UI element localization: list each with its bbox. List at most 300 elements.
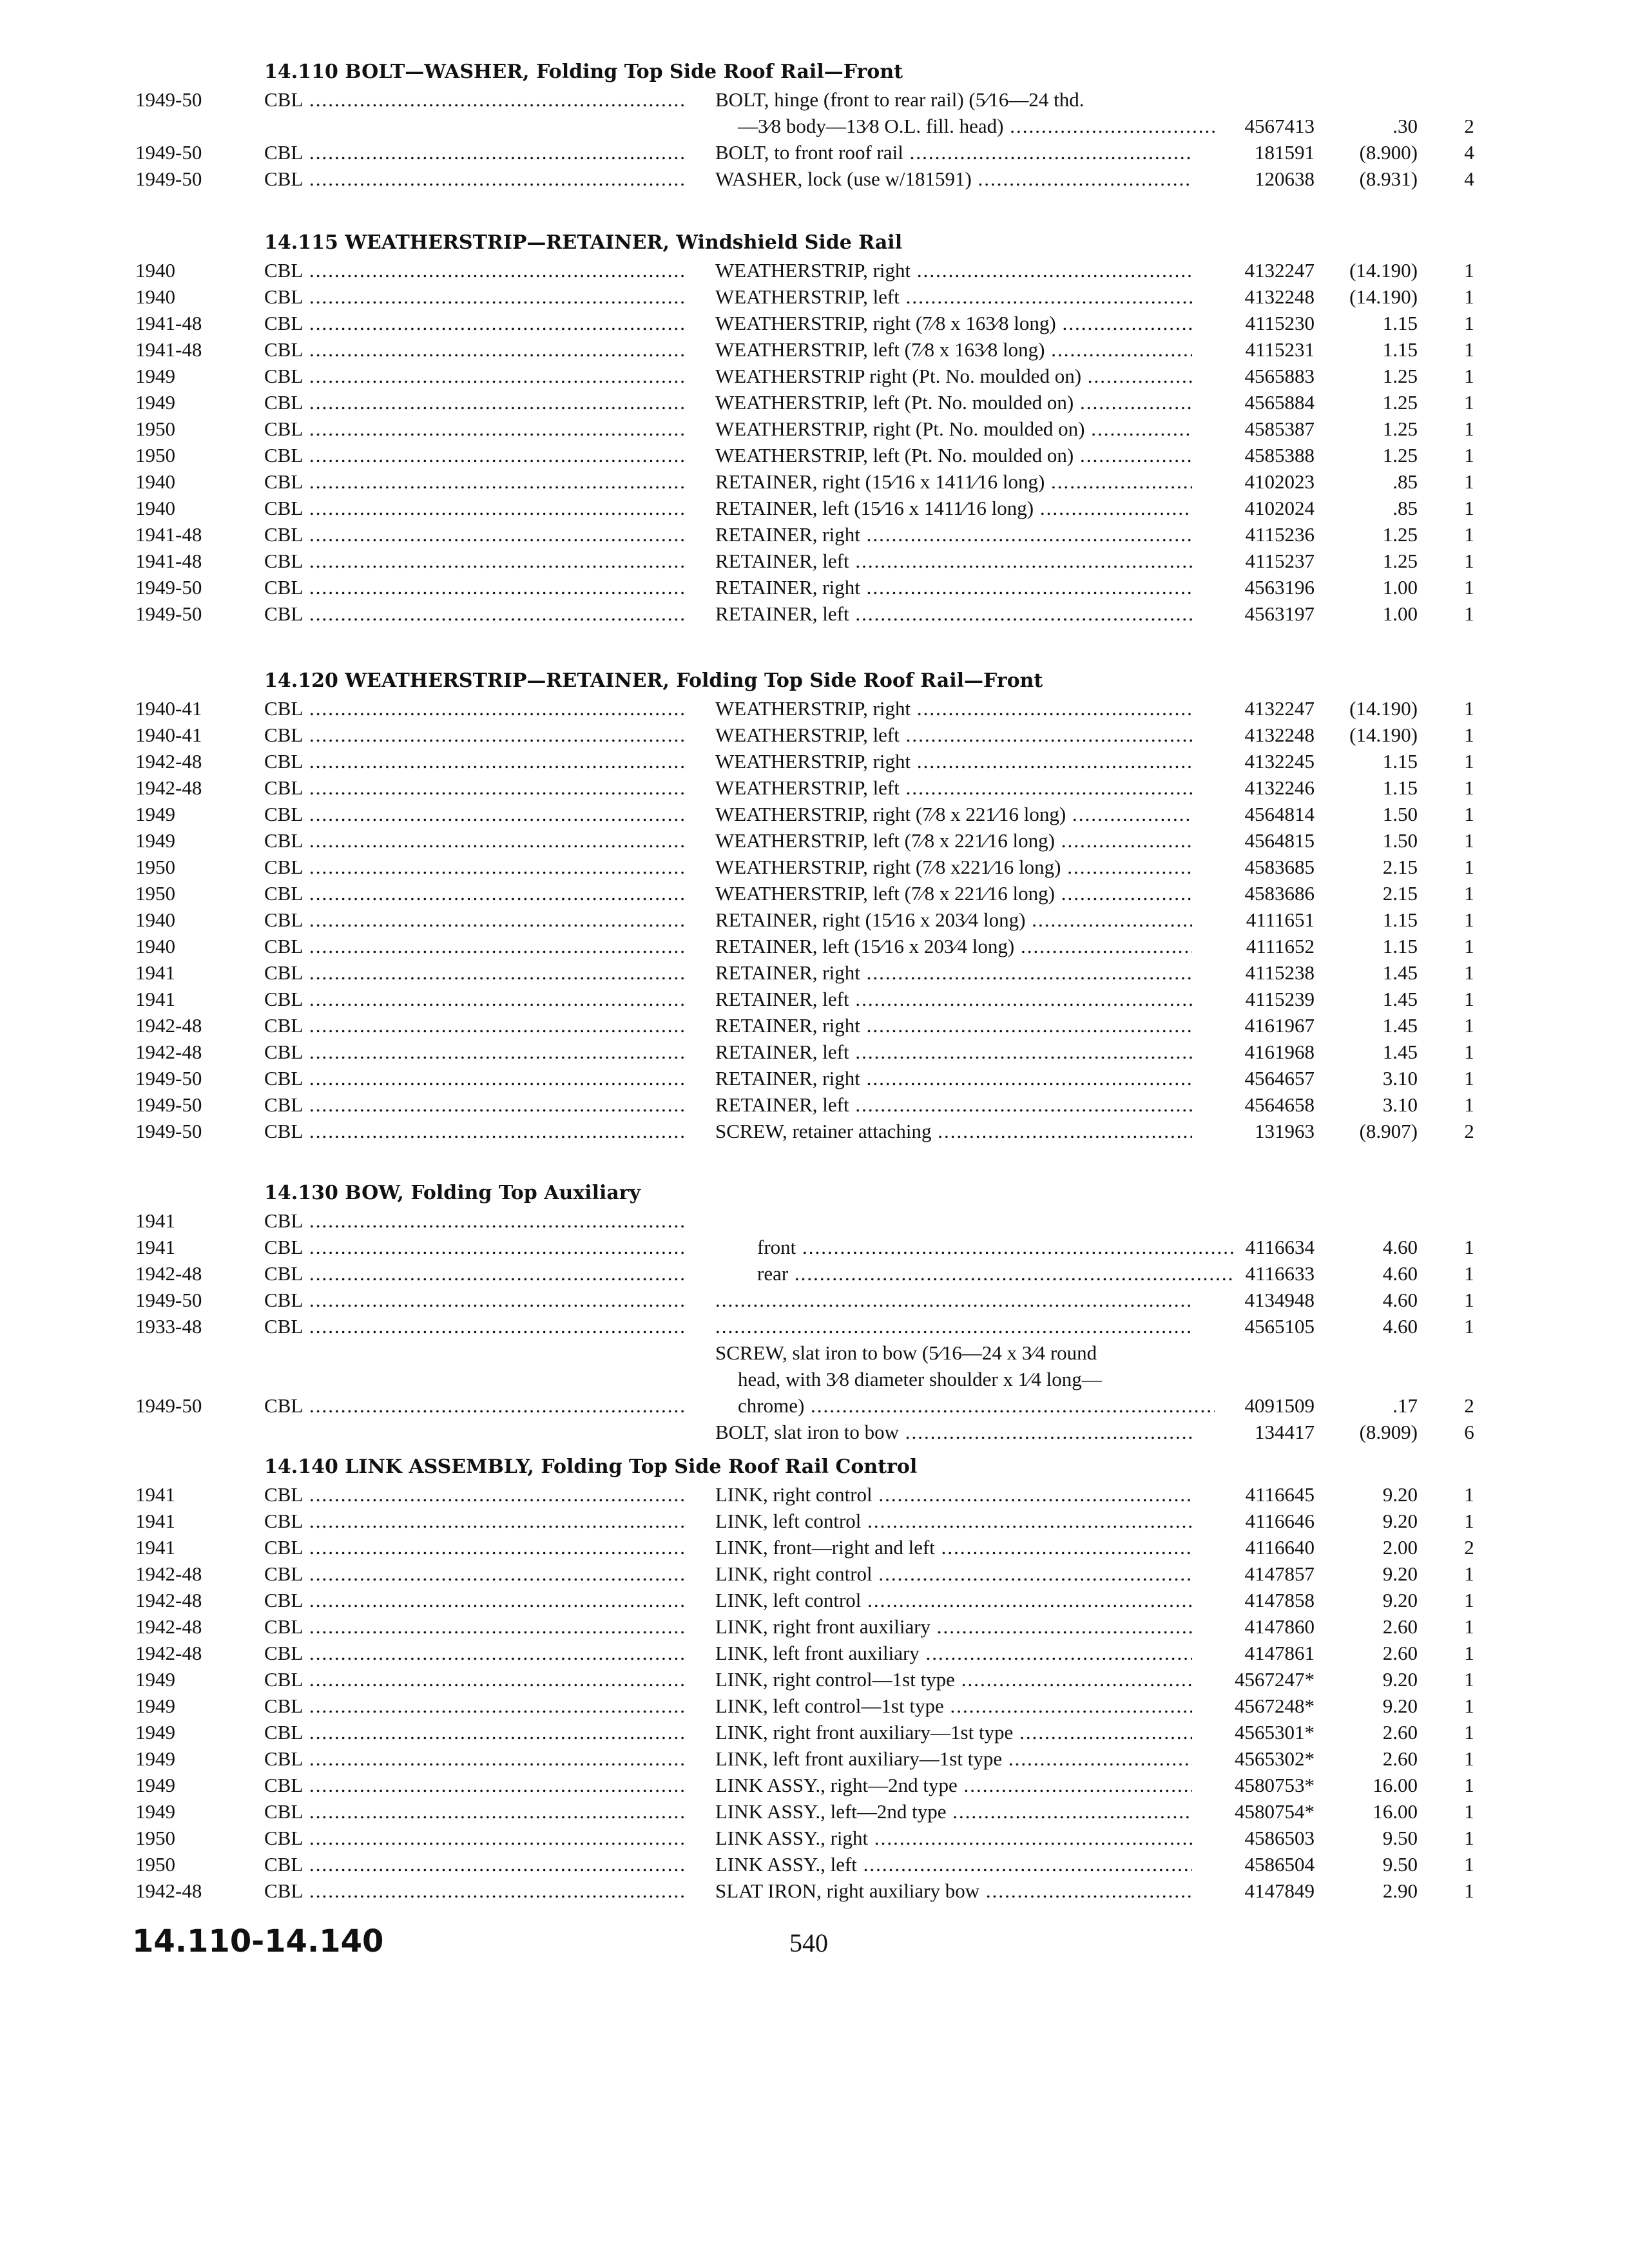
part-description: RETAINER, left (15⁄16 x 203⁄4 long) ..... — [715, 933, 1192, 959]
part-number: 4132248 — [1244, 724, 1315, 746]
quantity: 1 — [1464, 1483, 1474, 1506]
list-price: 2.15 — [1382, 882, 1418, 905]
part-description: WEATHERSTRIP right (Pt. No. moulded on) ..... — [715, 363, 1192, 389]
part-row — [135, 257, 1476, 284]
body-model: CBL ..... — [264, 1772, 686, 1798]
list-price: 4.60 — [1382, 1236, 1418, 1258]
part-number: 4147860 — [1244, 1615, 1315, 1638]
list-price: 1.25 — [1382, 523, 1418, 546]
part-row — [135, 1091, 1476, 1118]
part-number: 4583686 — [1244, 882, 1315, 905]
part-description: WEATHERSTRIP, right ..... — [715, 695, 1192, 722]
list-price: (14.190) — [1349, 285, 1418, 308]
body-model: CBL ..... — [264, 86, 686, 113]
part-number: 4580754* — [1235, 1800, 1315, 1823]
section-title: 14.110 BOLT—WASHER, Folding Top Side Roof Rail—Front — [264, 61, 903, 83]
quantity: 1 — [1464, 444, 1474, 466]
part-number: 4116646 — [1245, 1510, 1315, 1532]
quantity: 1 — [1464, 1774, 1474, 1796]
part-row — [135, 139, 1476, 166]
model-year: 1940 — [135, 259, 175, 282]
quantity: 1 — [1464, 550, 1474, 572]
part-row — [135, 1587, 1476, 1613]
model-year: 1949-50 — [135, 141, 202, 164]
list-price: 4.60 — [1382, 1289, 1418, 1311]
model-year: 1949-50 — [135, 1289, 202, 1311]
parts-section — [135, 667, 1476, 1144]
body-model: CBL ..... — [264, 1287, 686, 1313]
quantity: 1 — [1464, 988, 1474, 1010]
model-year: 1949 — [135, 1747, 175, 1770]
quantity: 1 — [1464, 1236, 1474, 1258]
part-number: 4102023 — [1244, 470, 1315, 493]
model-year: 1942-48 — [135, 1014, 202, 1037]
quantity: 2 — [1464, 1120, 1474, 1142]
model-year: 1942-48 — [135, 1615, 202, 1638]
part-row — [135, 1392, 1476, 1419]
part-description: RETAINER, right ..... — [715, 959, 1192, 986]
quantity: 2 — [1464, 115, 1474, 137]
part-row — [135, 880, 1476, 907]
part-description: LINK, right control ..... — [715, 1561, 1192, 1587]
part-description: LINK ASSY., right ..... — [715, 1825, 1192, 1851]
list-price: 2.15 — [1382, 856, 1418, 878]
part-description: SLAT IRON, right auxiliary bow ..... — [715, 1878, 1192, 1904]
part-row — [135, 1613, 1476, 1640]
part-row — [135, 166, 1476, 192]
part-row — [135, 1745, 1476, 1772]
part-row — [135, 389, 1476, 416]
quantity: 1 — [1464, 1262, 1474, 1285]
part-description: WEATHERSTRIP, right ..... — [715, 257, 1192, 284]
part-description: RETAINER, left ..... — [715, 1091, 1192, 1118]
quantity: 1 — [1464, 497, 1474, 519]
part-description: WEATHERSTRIP, right (7⁄8 x 163⁄8 long) ..... — [715, 310, 1192, 336]
quantity: 4 — [1464, 168, 1474, 190]
part-number: 4564658 — [1244, 1093, 1315, 1116]
part-row — [135, 336, 1476, 363]
part-description: LINK ASSY., right—2nd type ..... — [715, 1772, 1192, 1798]
part-row — [135, 1012, 1476, 1039]
quantity: 1 — [1464, 602, 1474, 625]
part-description: WEATHERSTRIP, left (7⁄8 x 163⁄8 long) ..... — [715, 336, 1192, 363]
list-price: 1.15 — [1382, 776, 1418, 799]
part-row — [135, 1851, 1476, 1878]
part-description: RETAINER, left ..... — [715, 548, 1192, 574]
section-range-footer: 14.110-14.140 — [132, 1923, 384, 1959]
quantity: 1 — [1464, 312, 1474, 334]
part-description: RETAINER, right ..... — [715, 1065, 1192, 1091]
quantity: 1 — [1464, 470, 1474, 493]
part-number: 4115231 — [1245, 338, 1315, 361]
model-year: 1941 — [135, 961, 175, 984]
parts-section — [135, 229, 1476, 627]
body-model: CBL ..... — [264, 774, 686, 801]
model-year: 1940 — [135, 497, 175, 519]
part-row — [135, 1534, 1476, 1561]
quantity: 1 — [1464, 576, 1474, 599]
model-year: 1942-48 — [135, 1562, 202, 1585]
body-model: CBL ..... — [264, 336, 686, 363]
part-number: 4585388 — [1244, 444, 1315, 466]
part-row — [135, 548, 1476, 574]
part-row — [135, 801, 1476, 827]
part-row — [135, 1508, 1476, 1534]
part-number: 4585387 — [1244, 418, 1315, 440]
list-price: 1.45 — [1382, 988, 1418, 1010]
part-number: 4134948 — [1244, 1289, 1315, 1311]
model-year: 1949 — [135, 365, 175, 387]
part-row — [135, 113, 1476, 139]
body-model: CBL ..... — [264, 1561, 686, 1587]
part-row — [135, 1481, 1476, 1508]
body-model: CBL ..... — [264, 363, 686, 389]
part-number: 4580753* — [1235, 1774, 1315, 1796]
model-year: 1950 — [135, 882, 175, 905]
part-number: 4132245 — [1244, 750, 1315, 773]
part-row — [135, 495, 1476, 521]
part-row — [135, 827, 1476, 854]
part-row — [135, 854, 1476, 880]
list-price: 9.20 — [1382, 1483, 1418, 1506]
body-model: CBL ..... — [264, 548, 686, 574]
part-number: 4115239 — [1245, 988, 1315, 1010]
part-number: 4115236 — [1245, 523, 1315, 546]
list-price: 2.00 — [1382, 1536, 1418, 1559]
list-price: (8.909) — [1359, 1421, 1418, 1443]
model-year: 1940-41 — [135, 697, 202, 720]
model-year: 1949 — [135, 1668, 175, 1691]
list-price: (14.190) — [1349, 697, 1418, 720]
part-description: LINK, right front auxiliary ..... — [715, 1613, 1192, 1640]
part-number: 4161967 — [1244, 1014, 1315, 1037]
body-model: CBL ..... — [264, 574, 686, 601]
list-price: (8.931) — [1359, 168, 1418, 190]
model-year: 1940 — [135, 470, 175, 493]
quantity: 4 — [1464, 141, 1474, 164]
list-price: 1.15 — [1382, 750, 1418, 773]
part-description: RETAINER, left (15⁄16 x 1411⁄16 long) ..... — [715, 495, 1192, 521]
body-model: CBL ..... — [264, 1534, 686, 1561]
part-description: WEATHERSTRIP, left ..... — [715, 774, 1192, 801]
part-description: WASHER, lock (use w/181591) ..... — [715, 166, 1192, 192]
part-number: 4567247* — [1235, 1668, 1315, 1691]
quantity: 1 — [1464, 1093, 1474, 1116]
quantity: 1 — [1464, 882, 1474, 905]
part-description: chrome) ..... — [715, 1392, 1215, 1419]
model-year: 1941-48 — [135, 523, 202, 546]
part-row — [135, 986, 1476, 1012]
quantity: 2 — [1464, 1536, 1474, 1559]
list-price: 9.20 — [1382, 1562, 1418, 1585]
part-number: 4161968 — [1244, 1041, 1315, 1063]
body-model: CBL ..... — [264, 1666, 686, 1693]
part-description: front ..... — [715, 1234, 1234, 1260]
part-row — [135, 468, 1476, 495]
model-year: 1950 — [135, 418, 175, 440]
list-price: 2.90 — [1382, 1879, 1418, 1902]
part-number: 4567248* — [1235, 1695, 1315, 1717]
model-year: 1949-50 — [135, 576, 202, 599]
model-year: 1942-48 — [135, 1262, 202, 1285]
quantity: 1 — [1464, 1668, 1474, 1691]
quantity: 1 — [1464, 1827, 1474, 1849]
part-number: 4147858 — [1244, 1589, 1315, 1611]
part-number: 4115230 — [1245, 312, 1315, 334]
model-year: 1940 — [135, 935, 175, 957]
quantity: 1 — [1464, 1615, 1474, 1638]
body-model: CBL ..... — [264, 1851, 686, 1878]
list-price: 3.10 — [1382, 1093, 1418, 1116]
part-row — [135, 521, 1476, 548]
part-row — [135, 1419, 1476, 1445]
list-price: 1.15 — [1382, 338, 1418, 361]
part-row — [135, 1287, 1476, 1313]
body-model: CBL ..... — [264, 1878, 686, 1904]
body-model: CBL ..... — [264, 722, 686, 748]
model-year: 1940 — [135, 285, 175, 308]
part-description: WEATHERSTRIP, left ..... — [715, 722, 1192, 748]
list-price: 1.15 — [1382, 908, 1418, 931]
part-row — [135, 1719, 1476, 1745]
list-price: 1.15 — [1382, 312, 1418, 334]
part-row — [135, 1234, 1476, 1260]
quantity: 1 — [1464, 697, 1474, 720]
quantity: 1 — [1464, 908, 1474, 931]
body-model: CBL ..... — [264, 495, 686, 521]
model-year: 1942-48 — [135, 1589, 202, 1611]
list-price: 2.60 — [1382, 1747, 1418, 1770]
list-price: (14.190) — [1349, 724, 1418, 746]
part-description: LINK, right front auxiliary—1st type ..... — [715, 1719, 1192, 1745]
list-price: (14.190) — [1349, 259, 1418, 282]
part-description: LINK, left control ..... — [715, 1508, 1192, 1534]
quantity: 1 — [1464, 856, 1474, 878]
part-row — [135, 1798, 1476, 1825]
model-year: 1950 — [135, 1827, 175, 1849]
part-row — [135, 1118, 1476, 1144]
part-number: 4132247 — [1244, 259, 1315, 282]
part-description — [715, 1313, 1192, 1340]
quantity: 1 — [1464, 803, 1474, 825]
part-description: LINK, left control—1st type ..... — [715, 1693, 1192, 1719]
list-price: 4.60 — [1382, 1262, 1418, 1285]
quantity: 1 — [1464, 750, 1474, 773]
parts-section — [135, 58, 1476, 192]
model-year: 1942-48 — [135, 1041, 202, 1063]
model-year: 1941 — [135, 988, 175, 1010]
list-price: .17 — [1393, 1394, 1418, 1417]
body-model: CBL ..... — [264, 1392, 686, 1419]
part-number: 120638 — [1255, 168, 1315, 190]
list-price: 1.25 — [1382, 418, 1418, 440]
part-description: RETAINER, left ..... — [715, 1039, 1192, 1065]
body-model: CBL ..... — [264, 1234, 686, 1260]
model-year: 1949 — [135, 803, 175, 825]
part-description: WEATHERSTRIP, left (7⁄8 x 221⁄16 long) ..... — [715, 827, 1192, 854]
body-model: CBL ..... — [264, 695, 686, 722]
quantity: 1 — [1464, 1041, 1474, 1063]
quantity: 1 — [1464, 1747, 1474, 1770]
part-number: 4147849 — [1244, 1879, 1315, 1902]
body-model: CBL ..... — [264, 257, 686, 284]
model-year: 1949 — [135, 829, 175, 852]
quantity: 1 — [1464, 776, 1474, 799]
model-year: 1950 — [135, 1853, 175, 1876]
model-year: 1942-48 — [135, 1642, 202, 1664]
part-description: RETAINER, left ..... — [715, 986, 1192, 1012]
body-model: CBL ..... — [264, 959, 686, 986]
quantity: 1 — [1464, 1721, 1474, 1744]
part-number: 4102024 — [1244, 497, 1315, 519]
quantity: 1 — [1464, 1695, 1474, 1717]
model-year: 1949-50 — [135, 1067, 202, 1090]
part-row — [135, 442, 1476, 468]
body-model: CBL ..... — [264, 521, 686, 548]
part-number: 4565105 — [1244, 1315, 1315, 1338]
body-model: CBL ..... — [264, 1693, 686, 1719]
model-year: 1941-48 — [135, 338, 202, 361]
part-row — [135, 284, 1476, 310]
quantity: 1 — [1464, 338, 1474, 361]
list-price: 1.00 — [1382, 576, 1418, 599]
part-description: BOLT, slat iron to bow ..... — [715, 1419, 1192, 1445]
part-description: LINK, left front auxiliary ..... — [715, 1640, 1192, 1666]
body-model: CBL ..... — [264, 1798, 686, 1825]
body-model: CBL ..... — [264, 139, 686, 166]
model-year: 1933-48 — [135, 1315, 202, 1338]
quantity: 1 — [1464, 961, 1474, 984]
list-price: 1.45 — [1382, 961, 1418, 984]
model-year: 1949 — [135, 1695, 175, 1717]
model-year: 1941 — [135, 1510, 175, 1532]
part-description: WEATHERSTRIP, left (7⁄8 x 221⁄16 long) ..... — [715, 880, 1192, 907]
quantity: 1 — [1464, 1589, 1474, 1611]
part-number: 134417 — [1255, 1421, 1315, 1443]
part-description: RETAINER, left ..... — [715, 601, 1192, 627]
part-description: WEATHERSTRIP, right ..... — [715, 748, 1192, 774]
part-number: 4563196 — [1244, 576, 1315, 599]
model-year: 1949-50 — [135, 168, 202, 190]
body-model: CBL ..... — [264, 1508, 686, 1534]
model-year: 1941-48 — [135, 550, 202, 572]
part-row — [135, 574, 1476, 601]
body-model: CBL ..... — [264, 310, 686, 336]
part-row — [135, 601, 1476, 627]
section-title: 14.130 BOW, Folding Top Auxiliary — [264, 1182, 641, 1204]
part-row — [135, 748, 1476, 774]
part-description: LINK, right control—1st type ..... — [715, 1666, 1192, 1693]
quantity: 1 — [1464, 418, 1474, 440]
body-model: CBL ..... — [264, 1640, 686, 1666]
body-model: CBL ..... — [264, 416, 686, 442]
list-price: 1.25 — [1382, 365, 1418, 387]
quantity: 1 — [1464, 724, 1474, 746]
list-price: 2.60 — [1382, 1615, 1418, 1638]
list-price: 1.25 — [1382, 550, 1418, 572]
body-model: CBL ..... — [264, 1260, 686, 1287]
model-year: 1949 — [135, 391, 175, 414]
part-description: WEATHERSTRIP, right (7⁄8 x221⁄16 long) ..... — [715, 854, 1192, 880]
part-number: 4564815 — [1244, 829, 1315, 852]
page-number: 540 — [789, 1928, 828, 1957]
list-price: 9.20 — [1382, 1589, 1418, 1611]
quantity: 1 — [1464, 1800, 1474, 1823]
list-price: 16.00 — [1373, 1774, 1418, 1796]
quantity: 1 — [1464, 1562, 1474, 1585]
model-year: 1949-50 — [135, 88, 202, 111]
part-description: WEATHERSTRIP, left ..... — [715, 284, 1192, 310]
part-row — [135, 1561, 1476, 1587]
body-model: CBL ..... — [264, 748, 686, 774]
part-number: 4116634 — [1245, 1236, 1315, 1258]
part-description: WEATHERSTRIP, right (Pt. No. moulded on) ..... — [715, 416, 1192, 442]
part-description: BOLT, to front roof rail ..... — [715, 139, 1192, 166]
list-price: .85 — [1393, 470, 1418, 493]
part-number: 4564814 — [1244, 803, 1315, 825]
quantity: 1 — [1464, 935, 1474, 957]
part-row — [135, 722, 1476, 748]
list-price: 1.00 — [1382, 602, 1418, 625]
part-number: 4147861 — [1244, 1642, 1315, 1664]
body-model: CBL ..... — [264, 1825, 686, 1851]
part-row — [135, 1878, 1476, 1904]
part-number: 4564657 — [1244, 1067, 1315, 1090]
part-row — [135, 1207, 1476, 1234]
list-price: 9.20 — [1382, 1668, 1418, 1691]
part-number: 4115238 — [1245, 961, 1315, 984]
part-number: 4115237 — [1245, 550, 1315, 572]
quantity: 1 — [1464, 365, 1474, 387]
list-price: 1.15 — [1382, 935, 1418, 957]
body-model: CBL ..... — [264, 1613, 686, 1640]
part-number: 181591 — [1255, 141, 1315, 164]
model-year: 1941-48 — [135, 312, 202, 334]
list-price: (8.900) — [1359, 141, 1418, 164]
part-number: 4565883 — [1244, 365, 1315, 387]
body-model: CBL ..... — [264, 907, 686, 933]
part-row — [135, 363, 1476, 389]
part-number: 4147857 — [1244, 1562, 1315, 1585]
model-year: 1949-50 — [135, 1093, 202, 1116]
body-model: CBL ..... — [264, 1481, 686, 1508]
part-description: RETAINER, right (15⁄16 x 203⁄4 long) ..... — [715, 907, 1192, 933]
part-number: 4091509 — [1244, 1394, 1315, 1417]
part-description: LINK, left control ..... — [715, 1587, 1192, 1613]
body-model: CBL ..... — [264, 827, 686, 854]
list-price: 9.50 — [1382, 1853, 1418, 1876]
part-row — [135, 1825, 1476, 1851]
part-description: RETAINER, right ..... — [715, 1012, 1192, 1039]
part-number: 4132247 — [1244, 697, 1315, 720]
model-year: 1949-50 — [135, 1394, 202, 1417]
quantity: 1 — [1464, 1853, 1474, 1876]
part-description: LINK ASSY., left ..... — [715, 1851, 1192, 1878]
quantity: 1 — [1464, 1014, 1474, 1037]
model-year: 1942-48 — [135, 1879, 202, 1902]
part-description: RETAINER, right ..... — [715, 521, 1192, 548]
quantity: 1 — [1464, 1315, 1474, 1338]
quantity: 1 — [1464, 1067, 1474, 1090]
body-model: CBL ..... — [264, 1012, 686, 1039]
part-row — [135, 1065, 1476, 1091]
part-description: LINK ASSY., left—2nd type ..... — [715, 1798, 1192, 1825]
part-description: RETAINER, right ..... — [715, 574, 1192, 601]
body-model: CBL ..... — [264, 986, 686, 1012]
list-price: 2.60 — [1382, 1721, 1418, 1744]
quantity: 1 — [1464, 391, 1474, 414]
part-number: 4586504 — [1244, 1853, 1315, 1876]
